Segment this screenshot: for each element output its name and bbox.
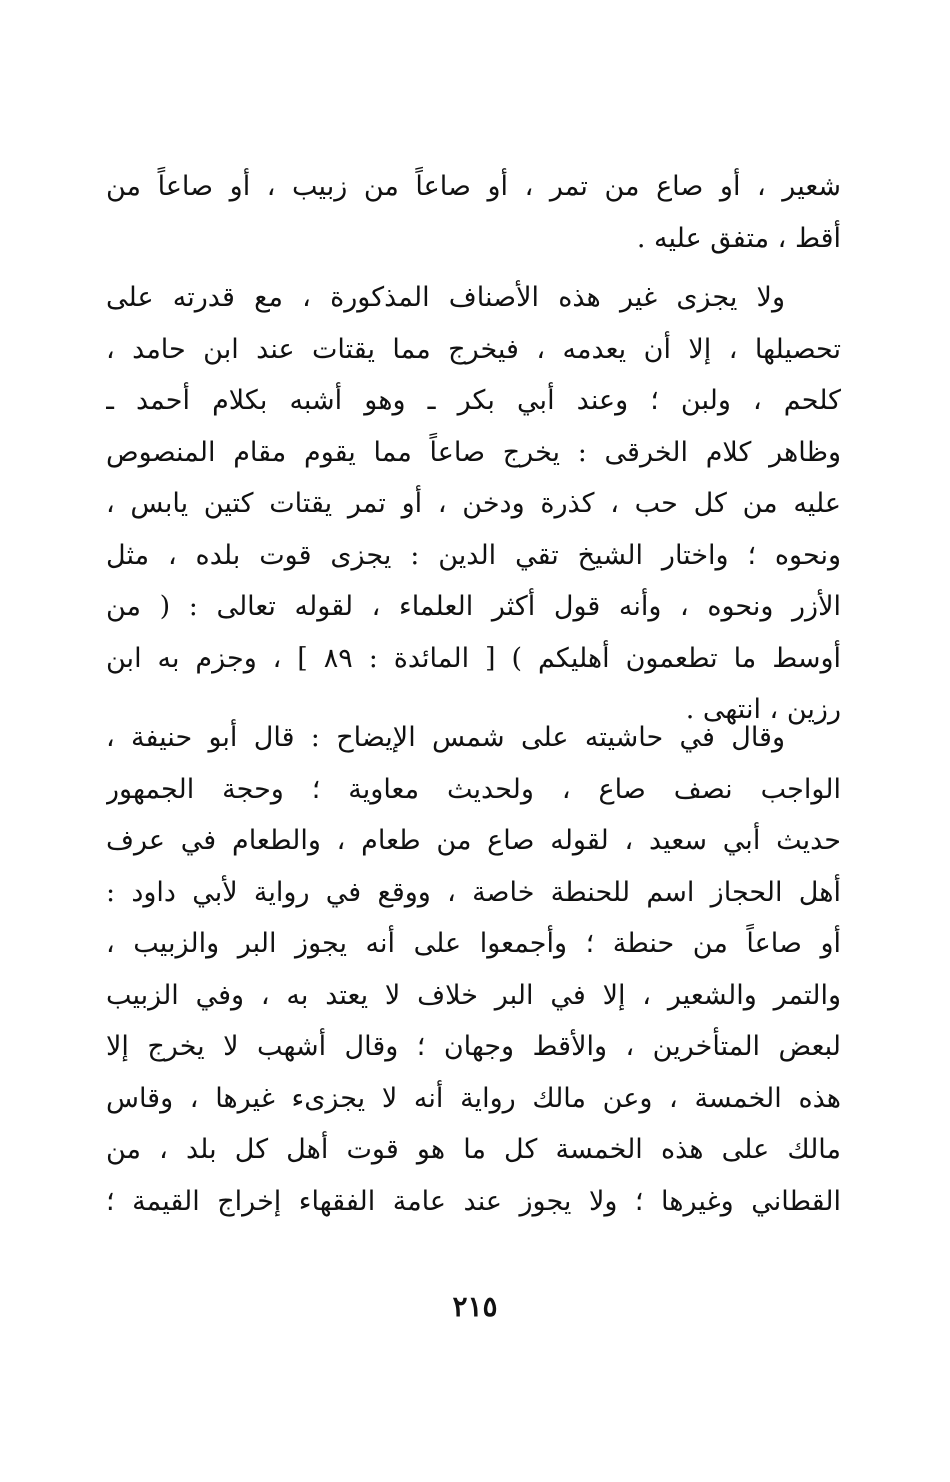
- text-line: الأزر ونحوه ، وأنه قول أكثر العلماء ، لقوله تعالى : ( من: [106, 591, 841, 622]
- text-line: رزين ، انتهى .: [685, 694, 841, 725]
- text-line: الواجب نصف صاع ، ولحديث معاوية ؛ وحجة الجمهور: [106, 773, 841, 805]
- text-line: عليه من كل حب ، كذرة ودخن ، أو تمر يقتات كتين يابس ،: [106, 488, 841, 519]
- text-line: القطاني وغيرها ؛ ولا يجوز عند عامة الفقهاء إخراج القيمة ؛: [106, 1185, 841, 1217]
- page-number: ٢١٥: [452, 1290, 498, 1323]
- text-line: تحصيلها ، إلا أن يعدمه ، فيخرج مما يقتات عند ابن حامد ،: [106, 333, 841, 365]
- text-line: ولا يجزى غير هذه الأصناف المذكورة ، مع قدرته على: [106, 282, 785, 313]
- text-line: وظاهر كلام الخرقى : يخرج صاعاً مما يقوم مقام المنصوص: [106, 436, 841, 468]
- text-line: وقال في حاشيته على شمس الإيضاح : قال أبو حنيفة ،: [106, 722, 785, 753]
- text-line: هذه الخمسة ، وعن مالك رواية أنه لا يجزىء غيرها ، وقاس: [106, 1082, 841, 1114]
- text-line: ونحوه ؛ واختار الشيخ تقي الدين : يجزى قوت بلده ، مثل: [106, 539, 841, 571]
- text-line: لبعض المتأخرين ، والأقط وجهان ؛ وقال أشهب لا يخرج إلا: [106, 1031, 841, 1062]
- paragraph-3: [106, 712, 841, 1227]
- text-line: شعير ، أو صاع من تمر ، أو صاعاً من زبيب ، أو صاعاً من: [106, 171, 841, 202]
- paragraph-1: [106, 161, 841, 264]
- text-line: أهل الحجاز اسم للحنطة خاصة ، ووقع في رواية لأبي داود :: [106, 876, 841, 908]
- text-line: مالك على هذه الخمسة كل ما هو قوت أهل كل بلد ، من: [106, 1134, 841, 1165]
- paragraph-2: [106, 272, 841, 736]
- text-line: أوسط ما تطعمون أهليكم ) [ المائدة : ٨٩ ] ، وجزم به ابن: [106, 642, 841, 674]
- text-line: كلحم ، ولبن ؛ وعند أبي بكر ـ وهو أشبه بكلام أحمد ـ: [106, 385, 841, 416]
- text-line: حديث أبي سعيد ، لقوله صاع من طعام ، والطعام في عرف: [106, 825, 841, 856]
- text-line: أقط ، متفق عليه .: [636, 222, 841, 254]
- text-line: والتمر والشعير ، إلا في البر خلاف لا يعتد به ، وفي الزبيب: [106, 979, 841, 1011]
- text-line: أو صاعاً من حنطة ؛ وأجمعوا على أنه يجوز البر والزبيب ،: [106, 928, 841, 959]
